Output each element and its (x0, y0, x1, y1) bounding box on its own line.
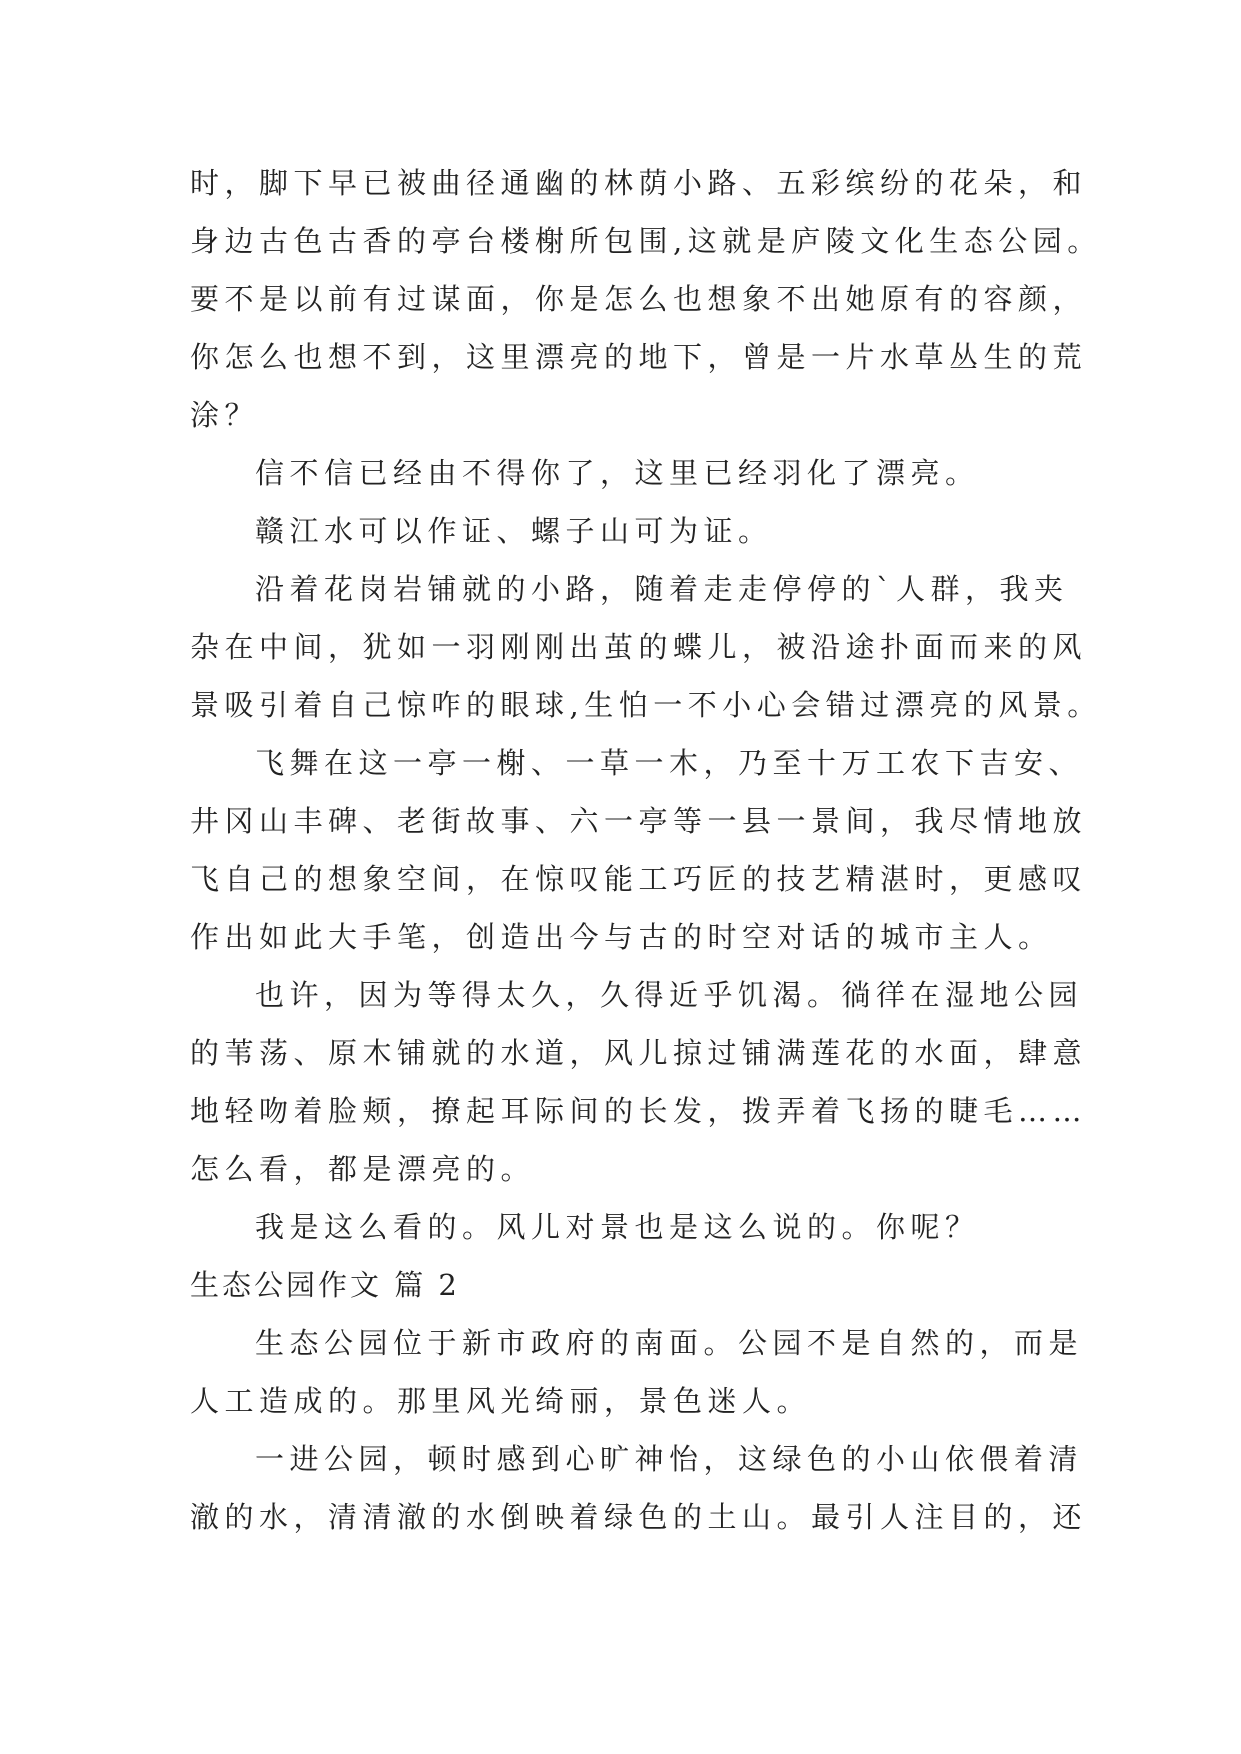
text-line: 你怎么也想不到，这里漂亮的地下，曾是一片水草丛生的荒 (190, 340, 1088, 374)
paragraph-start-line: 赣江水可以作证、螺子山可为证。 (255, 514, 773, 548)
text-line: 作出如此大手笔，创造出今与古的时空对话的城市主人。 (190, 920, 1053, 954)
text-line: 身边古色古香的亭台楼榭所包围,这就是庐陵文化生态公园。 (190, 224, 1102, 258)
text-line: 景吸引着自己惊咋的眼球,生怕一不小心会错过漂亮的风景。 (190, 688, 1102, 722)
text-line: 要不是以前有过谋面，你是怎么也想象不出她原有的容颜， (190, 282, 1088, 316)
paragraph-start-line: 沿着花岗岩铺就的小路，随着走走停停的`人群，我夹 (255, 572, 1069, 606)
paragraph-start-line: 也许，因为等得太久，久得近乎饥渴。徜徉在湿地公园 (255, 978, 1084, 1012)
text-line: 杂在中间，犹如一羽刚刚出茧的蝶儿，被沿途扑面而来的风 (190, 630, 1088, 664)
paragraph-start-line: 信不信已经由不得你了，这里已经羽化了漂亮。 (255, 456, 980, 490)
text-line: 怎么看，都是漂亮的。 (190, 1152, 536, 1186)
text-line: 井冈山丰碑、老街故事、六一亭等一县一景间，我尽情地放 (190, 804, 1088, 838)
text-line: 时，脚下早已被曲径通幽的林荫小路、五彩缤纷的花朵，和 (190, 166, 1088, 200)
section-heading: 生态公园作文 篇 2 (190, 1268, 460, 1302)
paragraph-start-line: 飞舞在这一亭一榭、一草一木，乃至十万工农下吉安、 (255, 746, 1084, 780)
paragraph-start-line: 我是这么看的。风儿对景也是这么说的。你呢？ (255, 1210, 980, 1244)
paragraph-start-line: 一进公园，顿时感到心旷神怡，这绿色的小山依偎着清 (255, 1442, 1084, 1476)
text-line: 地轻吻着脸颊，撩起耳际间的长发，拨弄着飞扬的睫毛…… (190, 1094, 1088, 1128)
text-line: 人工造成的。那里风光绮丽，景色迷人。 (190, 1384, 812, 1418)
text-line: 的苇荡、原木铺就的水道，风儿掠过铺满莲花的水面，肆意 (190, 1036, 1088, 1070)
text-line: 涂？ (190, 398, 260, 432)
text-line: 飞自己的想象空间，在惊叹能工巧匠的技艺精湛时，更感叹 (190, 862, 1088, 896)
paragraph-start-line: 生态公园位于新市政府的南面。公园不是自然的，而是 (255, 1326, 1084, 1360)
text-line: 澈的水，清清澈的水倒映着绿色的土山。最引人注目的，还 (190, 1500, 1088, 1534)
